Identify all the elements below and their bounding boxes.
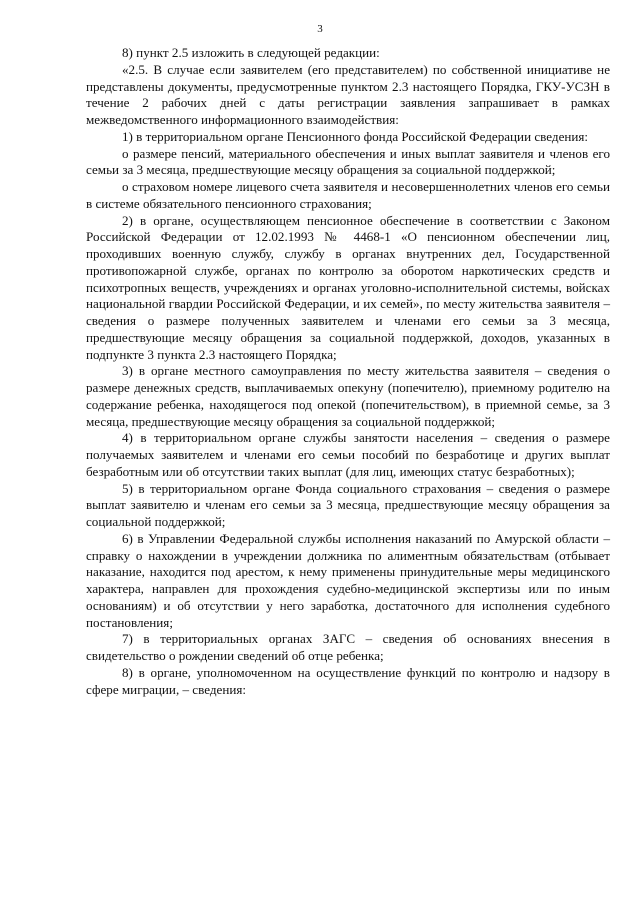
paragraph-item-6: 6) в Управлении Федеральной службы исполнения наказаний по Амурской области – справку о нахождении в учреждении должника по алиментным обязательствам (отбывает наказание, находится под арестом, к нему применены принудительные меры медицинского характера, направлен для прохождения судебно-медицинской экспертизы или по иным основаниям) и об отсутствии у него заработка, достаточного для исполнения судебного постановления; [86,530,610,630]
document-body [86,45,610,698]
paragraph-item-1-insurance-number: о страховом номере лицевого счета заявителя и несовершеннолетних членов его семьи в системе обязательного пенсионного страхования; [86,179,610,211]
paragraph-item-1: 1) в территориальном органе Пенсионного фонда Российской Федерации сведения: [122,128,589,144]
paragraph-item-4: 4) в территориальном органе службы занятости населения – сведения о размере получаемых заявителем и членами его семьи пособий по безработице и других выплат безработным или об отсутствии таких выплат (для лиц, имеющих статус безработных); [86,430,610,479]
paragraph-amendment-intro: 8) пункт 2.5 изложить в следующей редакции: [122,45,380,60]
paragraph-item-3: 3) в органе местного самоуправления по месту жительства заявителя – сведения о размере денежных средств, выплачиваемых опекуну (попечителю), приемному родителю на содержание ребенка, находящегося под опекой (попечительством), в приемной семье, за 3 месяца, предшествующие месяцу обращения за социальной поддержкой; [86,363,610,429]
page-number: 3 [317,23,323,35]
paragraph-item-2: 2) в органе, осуществляющем пенсионное обеспечение в соответствии с Законом Российской Федерации от 12.02.1993 № 4468-1 «О пенсионном обеспечении лиц, проходивших военную службу, службу в органах внутренних дел, Государственной противопожарной службе, органах по контролю за оборотом наркотических средств и психотропных веществ, учреждениях и органах уголовно-исполнительной системы, войсках национальной гвардии Российской Федерации, и их семей», по месту жительства заявителя – сведения о размере полученных заявителем и членами его семьи за 3 месяца, предшествующие месяцу обращения за социальной поддержкой, доходов, указанных в подпункте 3 пункта 2.3 настоящего Порядка; [86,212,610,362]
paragraph-item-7: 7) в территориальных органах ЗАГС – сведения об основаниях внесения в свидетельство о рождении сведений об отце ребенка; [86,631,610,663]
paragraph-item-1-pensions: о размере пенсий, материального обеспечения и иных выплат заявителя и членов его семьи за 3 месяца, предшествующие месяцу обращения за социальной поддержкой; [86,145,610,178]
paragraph-item-8: 8) в органе, уполномоченном на осуществление функций по контролю и надзору в сфере миграции, – сведения: [86,664,610,697]
paragraph-item-5: 5) в территориальном органе Фонда социального страхования – сведения о размере выплат заявителю и членам его семьи за 3 месяца, предшествующие месяцу обращения за социальной поддержкой; [86,480,610,529]
paragraph-clause-2-5: «2.5. В случае если заявителем (его представителем) по собственной инициативе не представлены документы, предусмотренные пунктом 2.3 настоящего Порядка, ГКУ-УСЗН в течение 2 рабочих дней с даты регистрации заявления запрашивает в рамках межведомственного информационного взаимодействия: [86,61,610,127]
